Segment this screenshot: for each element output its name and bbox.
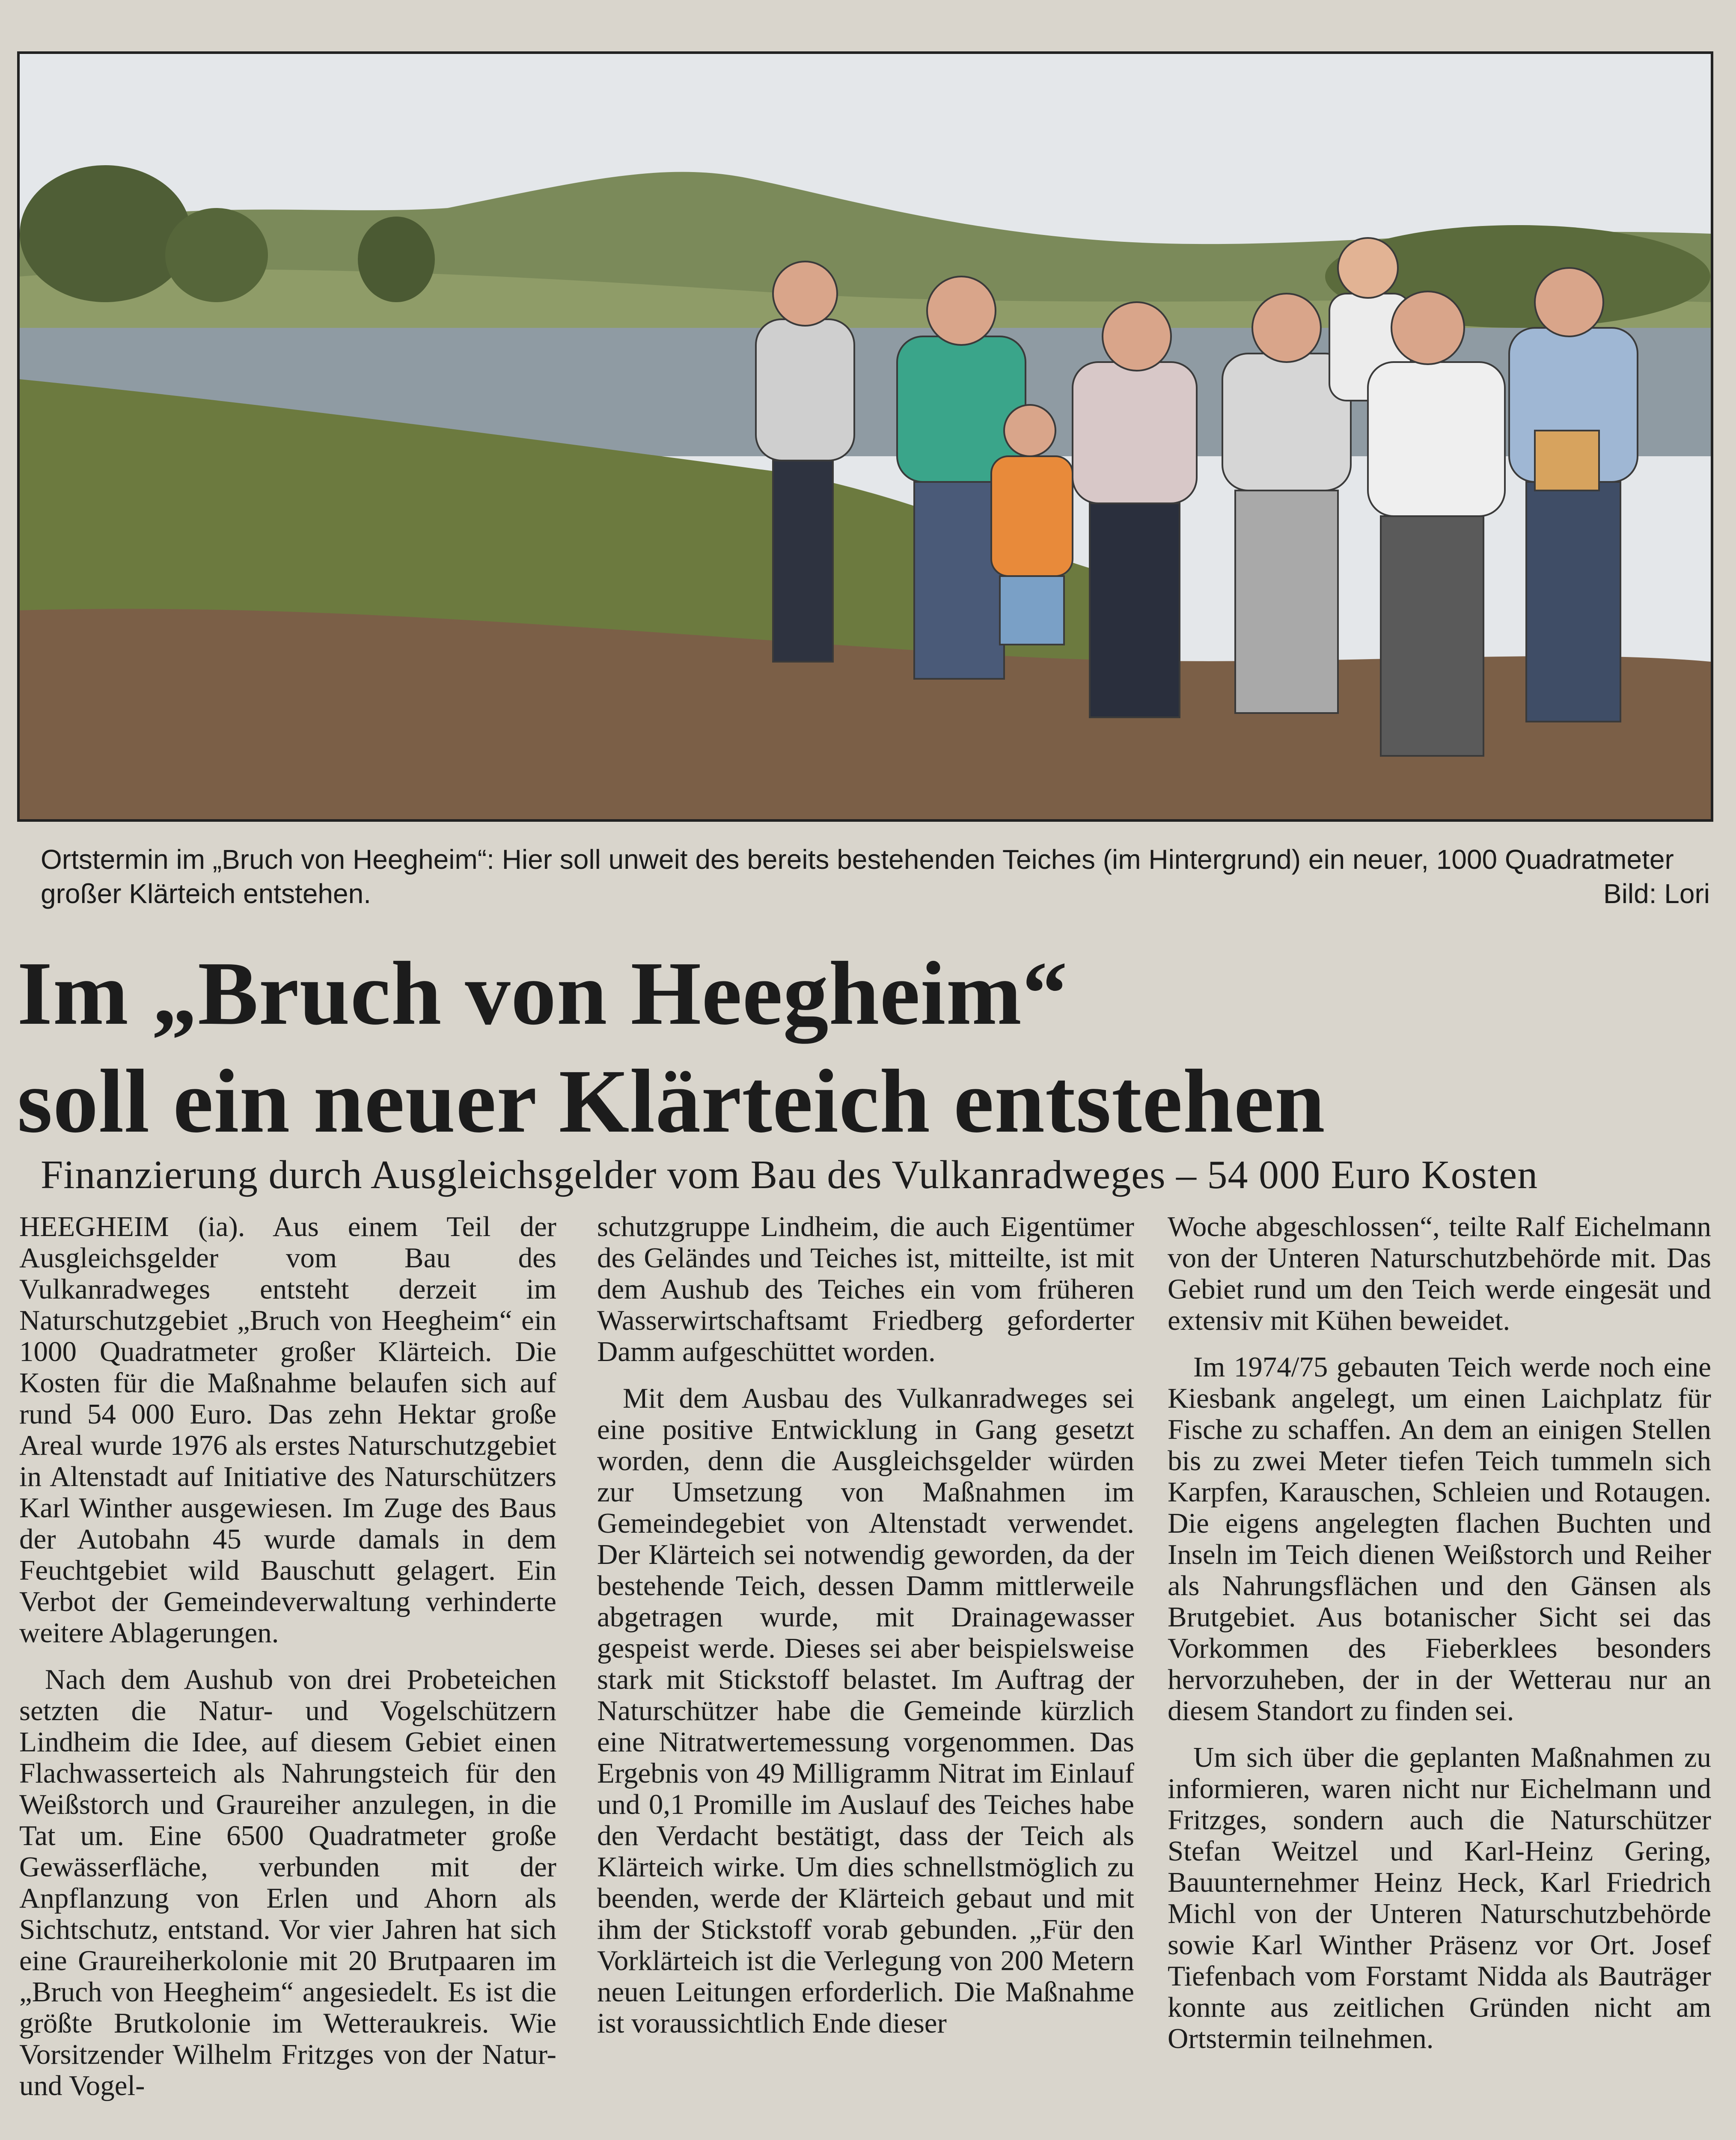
paragraph: Um sich über die geplanten Maßnahmen zu informieren, waren nicht nur Eichelmann und Fritzges, sondern auch die Naturschützer Stefan Weitzel und Karl-Heinz Gering, Bauunternehmer Heinz Heck, Karl Friedrich Michl von der Unteren Naturschutzbehörde sowie Karl Winther Präsenz vor Ort. Josef Tiefenbach vom Forstamt Nidda als Bauträger konnte aus zeitlichen Gründen nicht am Ortstermin teilnehmen. — [1168, 1742, 1711, 2054]
headline-line-1: Im „Bruch von Heegheim“ — [17, 943, 1068, 1043]
paragraph: HEEGHEIM (ia). Aus einem Teil der Ausgleichsgelder vom Bau des Vulkanradweges entsteht derzeit im Naturschutzgebiet „Bruch von Heegheim“ ein 1000 Quadratmeter großer Klärteich. Die Kosten für die Maßnahme belaufen sich auf rund 54 000 Euro. Das zehn Hektar große Areal wurde 1976 als erstes Naturschutzgebiet in Altenstadt auf Initiative des Naturschützers Karl Winther ausgewiesen. Im Zuge des Baus der Autobahn 45 wurde damals in dem Feuchtgebiet wild Bauschutt gelagert. Ein Verbot der Gemeindeverwaltung verhinderte weitere Ablagerungen. — [19, 1211, 556, 1649]
article-column-2 — [597, 1211, 1134, 2039]
paragraph: Nach dem Aushub von drei Probeteichen setzten die Natur- und Vogelschützern Lindheim die Idee, auf diesem Gebiet einen Flachwasserteich als Nahrungsteich für den Weißstorch und Graureiher anzulegen, in die Tat um. Eine 6500 Quadratmeter große Gewässerfläche, verbunden mit der Anpflanzung von Erlen und Ahorn als Sichtschutz, entstand. Vor vier Jahren hat sich eine Graureiherkolonie mit 20 Brutpaaren im „Bruch von Heegheim“ angesiedelt. Es ist die größte Brutkolonie im Wetteraukreis. Wie Vorsitzender Wilhelm Fritzges von der Natur- und Vogel- — [19, 1664, 556, 2101]
article-column-1 — [19, 1211, 556, 2101]
paragraph: Im 1974/75 gebauten Teich werde noch eine Kiesbank angelegt, um einen Laichplatz für Fische zu schaffen. An dem an einigen Stellen bis zu zwei Meter tiefen Teich tummeln sich Karpfen, Karauschen, Schleien und Rotaugen. Die eigens angelegten flachen Buchten und Inseln im Teich dienen Weißstorch und Reiher als Nahrungsflächen und den Gänsen als Brutgebiet. Aus botanischer Sicht sei das Vorkommen des Fieberklees besonders hervorzuheben, der in der Wetterau nur an diesem Standort zu finden sei. — [1168, 1351, 1711, 1727]
article-photo — [17, 51, 1713, 822]
photo-caption — [41, 842, 1710, 911]
caption-text: Ortstermin im „Bruch von Heegheim“: Hier soll unweit des bereits bestehenden Teiches (im Hintergrund) ein neuer, 1000 Quadratmeter großer Klärteich entstehen. — [41, 844, 1674, 909]
article-column-3 — [1168, 1211, 1711, 2054]
paragraph: schutzgruppe Lindheim, die auch Eigentümer des Geländes und Teiches ist, mitteilte, ist mit dem Aushub des Teiches ein vom früheren Wasserwirtschaftsamt Friedberg geforderter Damm aufgeschüttet worden. — [597, 1211, 1134, 1367]
paragraph: Mit dem Ausbau des Vulkanradweges sei eine positive Entwicklung in Gang gesetzt worden, denn die Ausgleichsgelder würden zur Umsetzung von Maßnahmen im Gemeindegebiet von Altenstadt verwendet. Der Klärteich sei notwendig geworden, da der bestehende Teich, dessen Damm mittlerweile abgetragen wurde, mit Drainagewasser gespeist werde. Dieses sei aber beispielsweise stark mit Stickstoff belastet. Im Auftrag der Naturschützer habe die Gemeinde kürzlich eine Nitratwertemessung vorgenommen. Das Ergebnis von 49 Milligramm Nitrat im Einlauf und 0,1 Promille im Auslauf des Teiches habe den Verdacht bestätigt, dass der Teich als Klärteich wirke. Um dies schnellstmöglich zu beenden, werde der Klärteich gebaut und mit ihm der Stickstoff vorab gebunden. „Für den Vorklärteich ist die Verlegung von 200 Metern neuen Leitungen erforderlich. Die Maßnahme ist voraussichtlich Ende dieser — [597, 1382, 1134, 2039]
photo-credit: Bild: Lori — [1603, 878, 1710, 909]
subheadline: Finanzierung durch Ausgleichsgelder vom Bau des Vulkanradweges – 54 000 Euro Kosten — [41, 1153, 1538, 1197]
photo-scene — [20, 54, 1711, 819]
paragraph: Woche abgeschlossen“, teilte Ralf Eichelmann von der Unteren Naturschutzbehörde mit. Das Gebiet rund um den Teich werde eingesät und extensiv mit Kühen beweidet. — [1168, 1211, 1711, 1336]
headline — [17, 939, 1721, 1155]
headline-line-2: soll ein neuer Klärteich entstehen — [17, 1051, 1326, 1151]
